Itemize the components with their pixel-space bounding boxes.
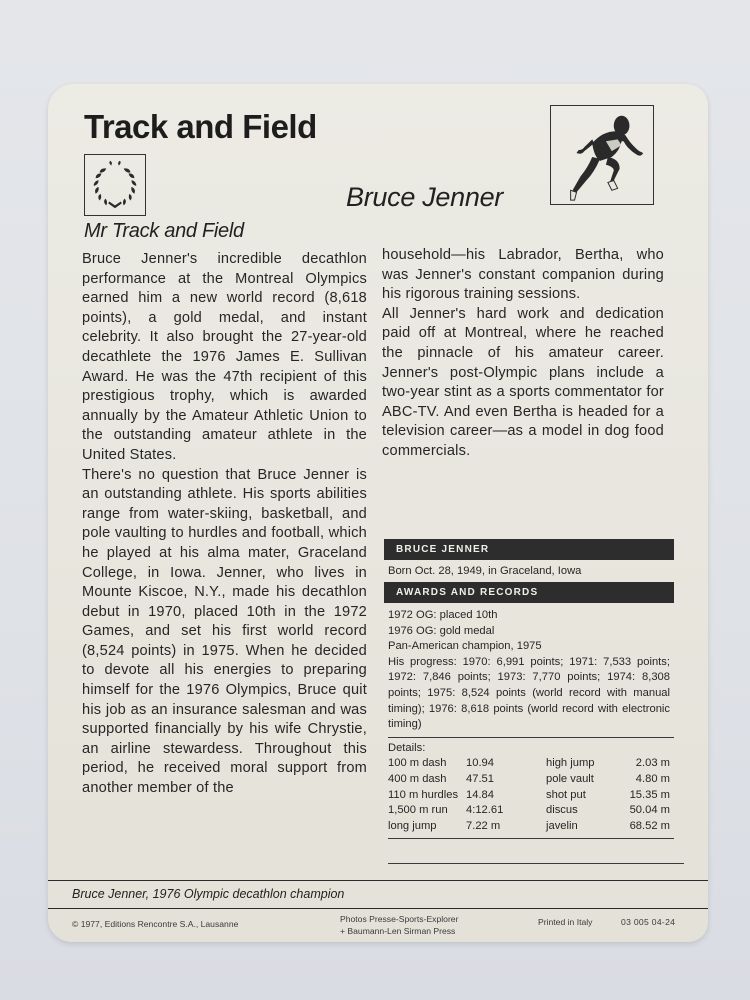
divider <box>388 863 684 864</box>
details-row <box>388 756 670 772</box>
event-name: high jump <box>546 757 595 770</box>
event-result: 68.52 m <box>629 819 670 832</box>
event-result: 15.35 m <box>629 788 670 801</box>
event-name: long jump <box>388 819 437 832</box>
photo-credits <box>340 913 458 937</box>
name-header-bar: BRUCE JENNER <box>384 539 674 560</box>
divider <box>388 838 674 839</box>
event-name: 100 m dash <box>388 757 447 770</box>
event-name: javelin <box>546 819 578 832</box>
athlete-name: Bruce Jenner <box>346 182 503 212</box>
event-result: 50.04 m <box>629 804 670 817</box>
event-result: 4.80 m <box>635 772 670 785</box>
award-item: 1972 OG: placed 10th <box>388 609 498 621</box>
body-text-right <box>382 246 664 462</box>
event-result: 2.03 m <box>635 757 670 770</box>
info-panel <box>384 539 674 864</box>
photo-caption: Bruce Jenner, 1976 Olympic decathlon champion <box>72 887 345 901</box>
photo-credit-line: Photos Presse-Sports-Explorer <box>340 914 459 924</box>
award-item: Pan-American champion, 1975 <box>388 640 542 653</box>
progress-text: His progress: 1970: 6,991 points; 1971: 7,533 points; 1972: 7,846 points; 1973: 7,770 points; 1974: 8,308 points; 1975: 8,524 points (world record with manual timing); 1976: 8,618 points (world record with electronic timing) <box>388 655 670 731</box>
event-result: 10.94 <box>466 757 494 770</box>
printed-in: Printed in Italy <box>538 917 593 927</box>
details-row <box>388 803 670 819</box>
event-name: pole vault <box>546 772 594 785</box>
body-paragraph: All Jenner's hard work and dedication paid off at Montreal, where he reached the pinnacle of his amateur career. Jenner's post-Olympic plans include a two-year stint as a sports commentator for ABC-TV. And even Bertha is headed for a television career—as a model in dog food commercials. <box>382 305 664 459</box>
details-table <box>388 756 670 834</box>
body-paragraph: household—his Labrador, Bertha, who was Jenner's constant companion during his rigorous training sessions. <box>382 247 664 303</box>
event-name: 110 m hurdles <box>388 788 459 801</box>
details-section <box>384 738 674 835</box>
photo-credit-line: + Baumann-Len Sirman Press <box>340 926 456 936</box>
card-subtitle: Mr Track and Field <box>84 220 244 242</box>
award-item: 1976 OG: gold medal <box>388 624 495 637</box>
caption-rule <box>48 880 708 881</box>
event-name: 400 m dash <box>388 772 447 785</box>
event-result: 7.22 m <box>466 819 501 832</box>
card-code: 03 005 04-24 <box>621 917 676 927</box>
event-result: 47.51 <box>466 772 494 785</box>
body-paragraph: There's no question that Bruce Jenner is an outstanding athlete. His sports abilities range from water-skiing, basketball, and pole vaulting to hurdles and football, which he played at his alma mater, Graceland College, in Iowa. Jenner, who lives in Mounte Kiscoe, N.Y., made his decathlon debut in 1970, placed 10th in the 1972 Games, and set his first world record (8,524 points) in 1975. When he decided to devote all his energies to preparing himself for the 1976 Olympics, Bruce quit his job as an insurance salesman and was supported financially by his wife Chrystie, an airline stewardess. Throughout this period, he received moral support from another member of the <box>82 466 367 797</box>
sprinter-icon <box>550 105 654 205</box>
awards-header-bar: AWARDS AND RECORDS <box>384 582 674 603</box>
body-text-left <box>82 250 367 799</box>
birth-info: Born Oct. 28, 1949, in Graceland, Iowa <box>388 565 582 577</box>
card-title: Track and Field <box>84 108 317 145</box>
details-label: Details: <box>388 741 426 754</box>
body-paragraph: Bruce Jenner's incredible decathlon performance at the Montreal Olympics earned him a new world record (8,618 points), a gold medal, and instant celebrity. It also brought the 27-year-old decathlete the 1976 James E. Sullivan Award. He was the 47th recipient of this prestigious trophy, which is awarded annually by the Amateur Athletic Union to the outstanding amateur athlete in the United States. <box>82 251 367 463</box>
awards-list <box>384 603 674 733</box>
trading-card <box>48 84 708 942</box>
event-name: 1,500 m run <box>388 804 448 817</box>
event-result: 14.84 <box>466 788 494 801</box>
caption-rule <box>48 908 708 909</box>
details-row <box>388 788 670 804</box>
event-result: 4:12.61 <box>466 804 504 817</box>
details-row <box>388 772 670 788</box>
details-row <box>388 819 670 835</box>
event-name: shot put <box>546 788 586 801</box>
copyright-text: © 1977, Editions Rencontre S.A., Lausanne <box>72 919 239 929</box>
event-name: discus <box>546 804 578 817</box>
laurel-wreath-icon <box>84 154 146 216</box>
